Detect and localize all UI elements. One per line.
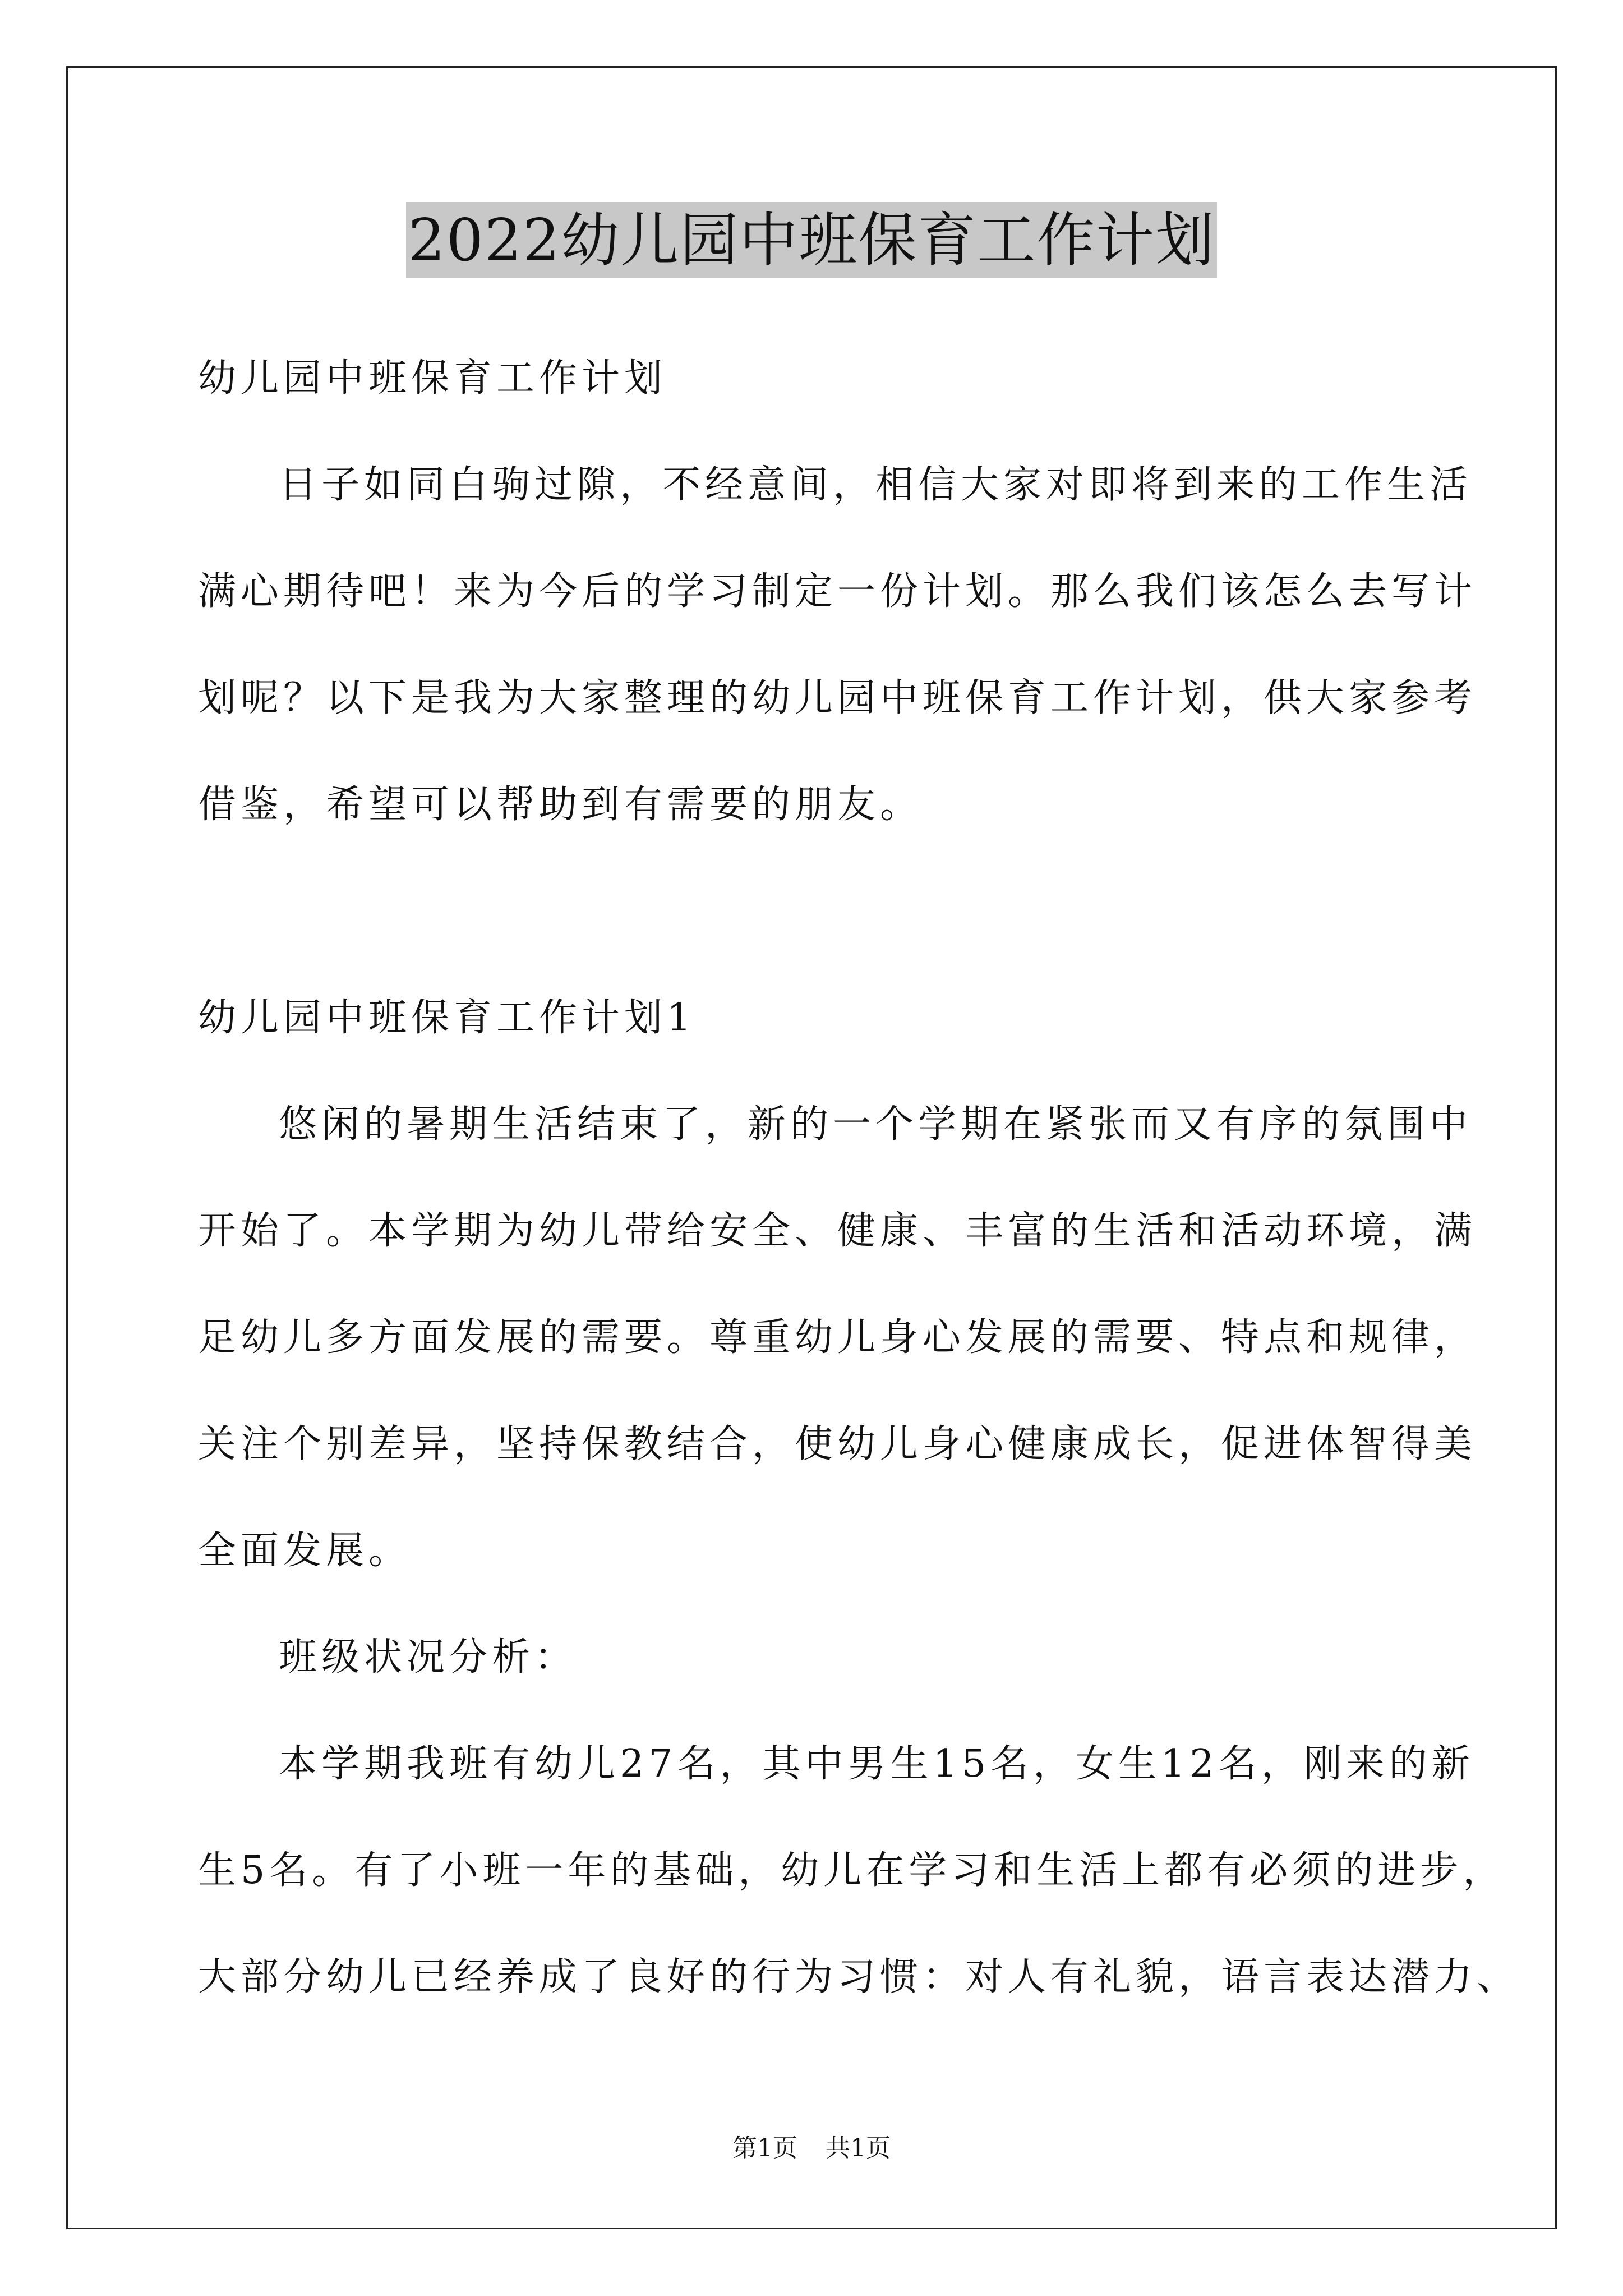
document-title: 2022幼儿园中班保育工作计划 xyxy=(406,202,1218,278)
paragraph-line: 悠闲的暑期生活结束了，新的一个学期在紧张而又有序的氛围中 xyxy=(279,1102,1473,1147)
paragraph-line: 日子如同白驹过隙，不经意间，相信大家对即将到来的工作生活 xyxy=(279,463,1473,507)
paragraph-line: 大部分幼儿已经养成了良好的行为习惯：对人有礼貌，语言表达潜力、 xyxy=(198,1955,1520,1999)
title-container xyxy=(0,202,1623,278)
page-number-current: 第1页 xyxy=(732,2134,797,2162)
paragraph-line: 开始了。本学期为幼儿带给安全、健康、丰富的生活和活动环境，满 xyxy=(198,1209,1477,1253)
subtitle-line: 幼儿园中班保育工作计划 xyxy=(198,356,667,401)
paragraph-line: 划呢？以下是我为大家整理的幼儿园中班保育工作计划，供大家参考 xyxy=(198,676,1477,720)
paragraph-line: 全面发展。 xyxy=(198,1529,412,1573)
paragraph-line: 足幼儿多方面发展的需要。尊重幼儿身心发展的需要、特点和规律， xyxy=(198,1315,1477,1360)
page-footer xyxy=(0,2132,1623,2165)
paragraph-line: 生5名。有了小班一年的基础，幼儿在学习和生活上都有必须的进步， xyxy=(198,1848,1506,1893)
page-number-total: 共1页 xyxy=(826,2134,891,2162)
paragraph-line: 满心期待吧！来为今后的学习制定一份计划。那么我们该怎么去写计 xyxy=(198,569,1477,614)
section-heading: 幼儿园中班保育工作计划1 xyxy=(198,996,696,1040)
paragraph-line: 借鉴，希望可以帮助到有需要的朋友。 xyxy=(198,783,923,827)
paragraph-line: 本学期我班有幼儿27名，其中男生15名，女生12名，刚来的新 xyxy=(279,1742,1474,1786)
paragraph-line: 关注个别差异，坚持保教结合，使幼儿身心健康成长，促进体智得美 xyxy=(198,1422,1477,1466)
subsection-heading: 班级状况分析： xyxy=(279,1635,578,1680)
